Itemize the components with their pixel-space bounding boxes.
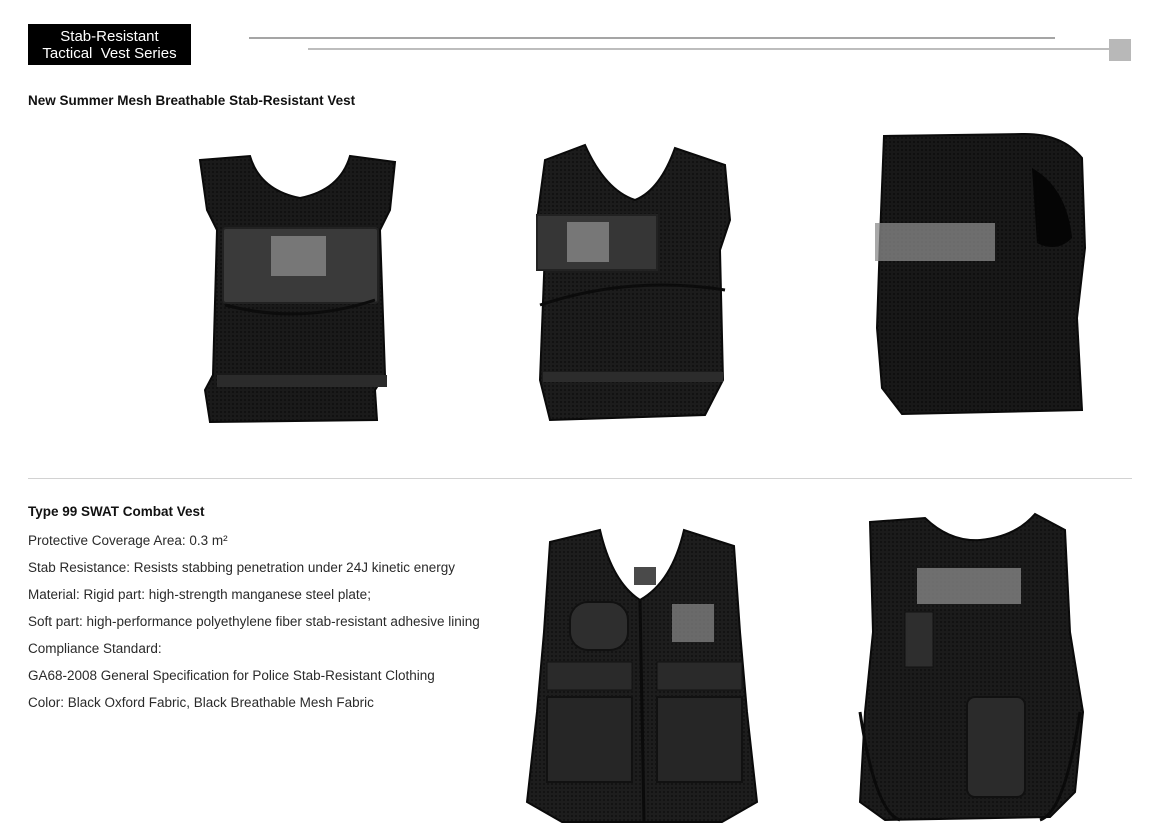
vest-image-front: [195, 150, 405, 430]
swat-vest-image-back: [855, 512, 1085, 827]
spec-list: [28, 527, 480, 716]
series-title-line-2: Tactical Vest Series: [42, 44, 177, 62]
spec-material-soft: Soft part: high-performance polyethylene fiber stab-resistant adhesive lining: [28, 614, 480, 629]
header-rule-top: [249, 37, 1055, 39]
series-title-badge: [28, 24, 191, 65]
spec-color: Color: Black Oxford Fabric, Black Breathable Mesh Fabric: [28, 695, 374, 710]
vest-image-angled: [535, 140, 735, 425]
spec-compliance-label: Compliance Standard:: [28, 641, 162, 656]
series-title-line-1: Stab-Resistant: [60, 27, 159, 45]
section-1-title: New Summer Mesh Breathable Stab-Resistant Vest: [28, 93, 356, 108]
vest-image-side: [872, 128, 1092, 420]
spec-material-rigid: Material: Rigid part: high-strength manganese steel plate;: [28, 587, 371, 602]
spec-coverage-area: Protective Coverage Area: 0.3 m²: [28, 533, 228, 548]
swat-vest-image-front: [522, 522, 762, 827]
header-square-accent: [1109, 39, 1131, 61]
section-2-title: Type 99 SWAT Combat Vest: [28, 504, 205, 519]
header-rule-bottom: [308, 48, 1112, 50]
section-divider: [28, 478, 1132, 479]
spec-compliance-standard: GA68-2008 General Specification for Police Stab-Resistant Clothing: [28, 668, 435, 683]
spec-stab-resistance: Stab Resistance: Resists stabbing penetration under 24J kinetic energy: [28, 560, 455, 575]
